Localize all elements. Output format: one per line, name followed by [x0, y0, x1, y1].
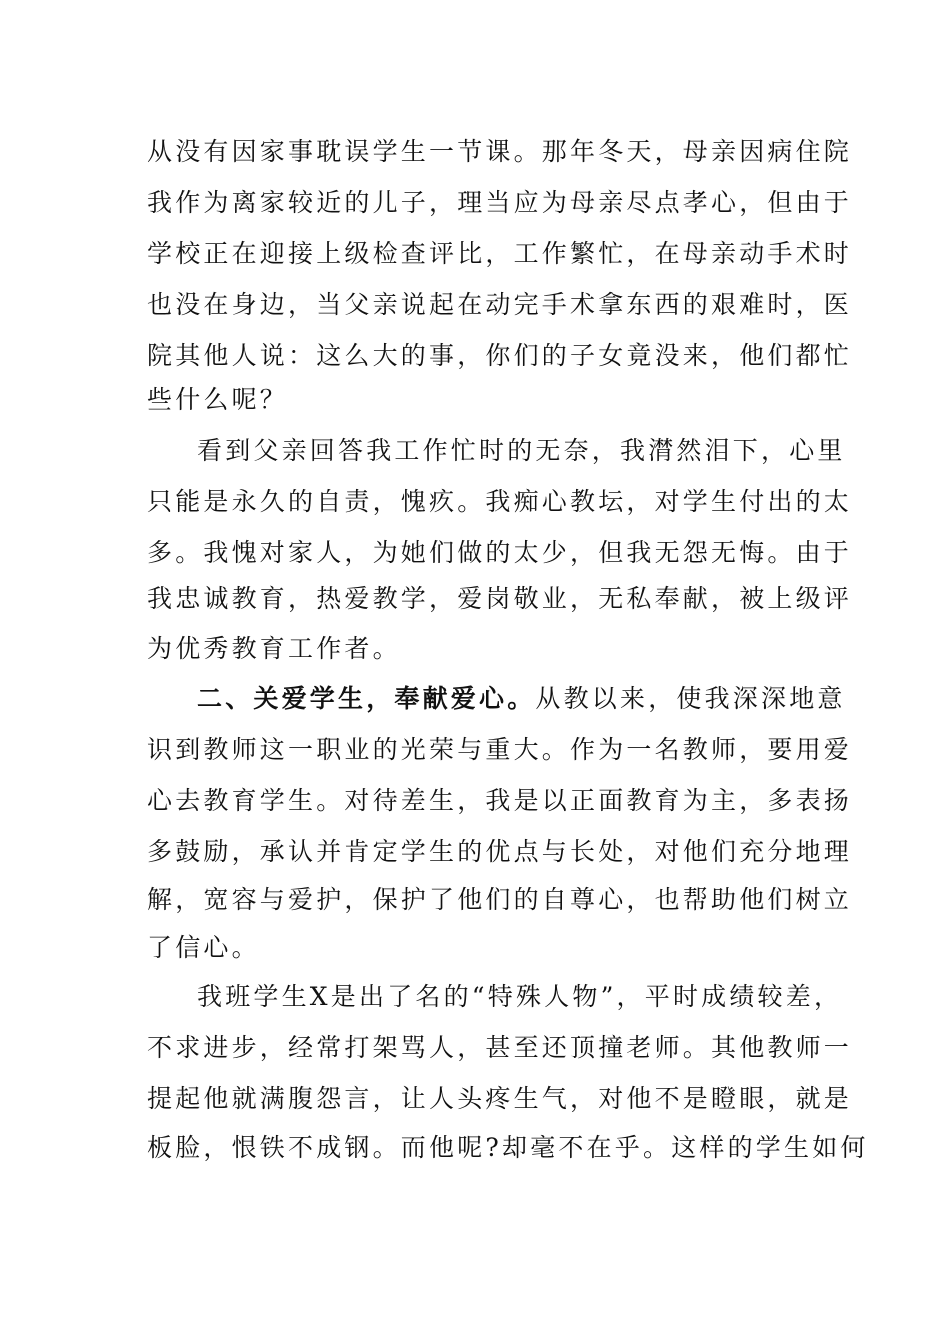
text-line: 识到教师这一职业的光荣与重大。作为一名教师，要用爱 [147, 735, 853, 764]
text-line: 我班学生X是出了名的“特殊人物”，平时成绩较差， [197, 982, 843, 1011]
text-line: 不求进步，经常打架骂人，甚至还顶撞老师。其他教师一 [147, 1033, 853, 1062]
text-line: 板脸，恨铁不成钢。而他呢?却毫不在乎。这样的学生如何 [147, 1133, 869, 1162]
text-line: 心去教育学生。对待差生，我是以正面教育为主，多表扬 [147, 786, 853, 815]
section-heading: 二、关爱学生，奉献爱心。 [197, 684, 536, 713]
text-line: 看到父亲回答我工作忙时的无奈，我潸然泪下，心里 [197, 436, 846, 465]
section-heading-line [197, 673, 846, 725]
text-line: 了信心。 [147, 933, 260, 962]
text-span: 从教以来，使我深深地意 [535, 684, 846, 713]
text-line: 多。我愧对家人，为她们做的太少，但我无怨无悔。由于 [147, 538, 853, 567]
text-line: 学校正在迎接上级检查评比，工作繁忙，在母亲动手术时 [147, 239, 853, 268]
text-line: 从没有因家事耽误学生一节课。那年冬天，母亲因病住院 [147, 137, 853, 166]
text-line: 提起他就满腹怨言，让人头疼生气，对他不是瞪眼，就是 [147, 1084, 853, 1113]
text-line: 院其他人说：这么大的事，你们的子女竟没来，他们都忙 [147, 341, 853, 370]
text-line: 也没在身边，当父亲说起在动完手术拿东西的艰难时，医 [147, 290, 853, 319]
text-line: 些什么呢？ [147, 385, 289, 414]
text-line: 解，宽容与爱护，保护了他们的自尊心，也帮助他们树立 [147, 885, 853, 914]
text-line: 多鼓励，承认并肯定学生的优点与长处，对他们充分地理 [147, 837, 853, 866]
text-line: 我作为离家较近的儿子，理当应为母亲尽点孝心，但由于 [147, 188, 853, 217]
text-line: 只能是永久的自责，愧疚。我痴心教坛，对学生付出的太 [147, 487, 853, 516]
text-line: 为优秀教育工作者。 [147, 634, 401, 663]
text-line: 我忠诚教育，热爱教学，爱岗敬业，无私奉献，被上级评 [147, 584, 853, 613]
